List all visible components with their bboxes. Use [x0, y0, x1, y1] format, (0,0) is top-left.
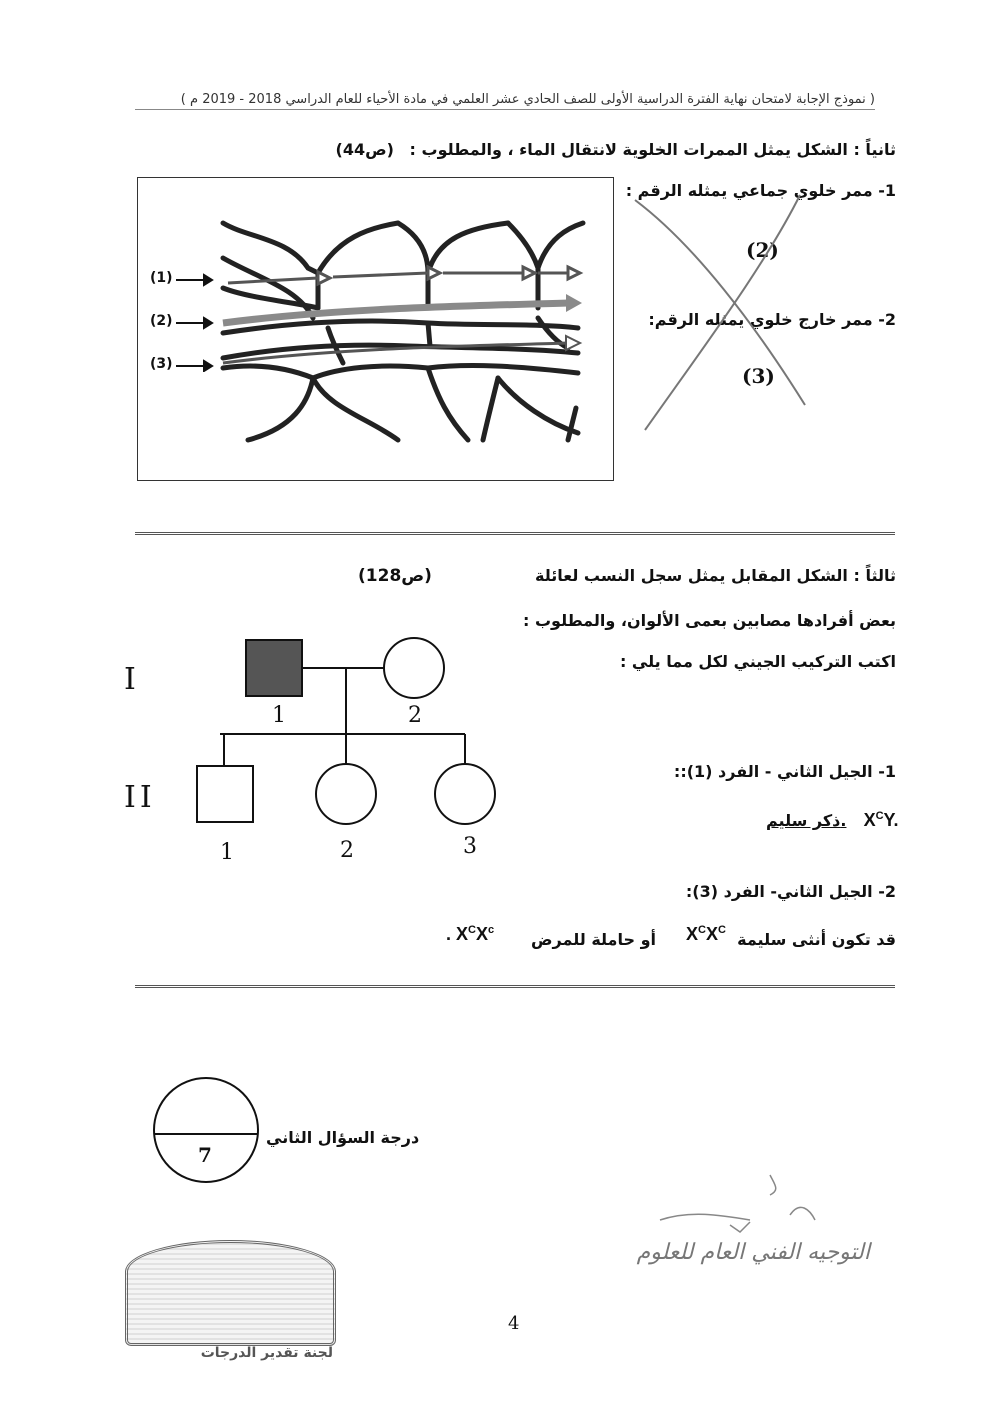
section3-page-ref: (ص128)	[358, 566, 432, 586]
gen1-female	[384, 638, 444, 698]
gen2-number-3: 3	[463, 834, 477, 859]
arrow-label-pointers	[176, 272, 216, 372]
gen1-male-affected	[246, 640, 302, 696]
gen2-number-2: 2	[340, 838, 354, 863]
signature-scribble	[640, 1170, 860, 1240]
arrow-label-3: (3)	[150, 356, 173, 372]
grader-cross-mark	[615, 185, 815, 435]
gen2-female-3	[435, 764, 495, 824]
section3-a1-genotype: $X^CY$.	[863, 810, 899, 830]
section2-a1: (2)	[746, 238, 779, 262]
gen1-number-1: 1	[272, 703, 286, 728]
score-circle	[150, 1074, 262, 1186]
section3-a1-text: ذكر سليم.	[766, 811, 847, 830]
section3-title: ثالثاً : الشكل المقابل يمثل سجل النسب لعائلة	[535, 566, 896, 585]
section2-page-ref: (ص44)	[335, 140, 394, 159]
supervisor-signature: التوجيه الفني العام للعلوم	[636, 1240, 870, 1265]
section3-q1: 1- الجيل الثاني - الفرد (1)::	[673, 762, 896, 781]
section2-q2: 2- ممر خارج خلوي يمثله الرقم:	[648, 310, 896, 329]
score-label: درجة السؤال الثاني	[266, 1128, 420, 1147]
page-number: 4	[508, 1313, 520, 1334]
stamp-caption: لجنة تقدير الدرجات	[200, 1345, 333, 1361]
section2-q1: 1- ممر خلوي جماعي يمثله الرقم :	[625, 181, 896, 200]
arrow-label-1: (1)	[150, 270, 173, 286]
section3-a2-middle: أو حاملة للمرض	[531, 930, 656, 949]
section2-title-text: ثانياً : الشكل يمثل الممرات الخلوية لانتقال الماء ، والمطلوب :	[409, 140, 896, 159]
section3-a2-genotype-healthy: $X^CX^C$	[686, 924, 726, 944]
gen2-male	[197, 766, 253, 822]
pedigree-chart	[120, 630, 520, 860]
separator	[135, 532, 895, 535]
section3-a2-genotype-carrier: . $X^CX^c$	[446, 924, 495, 944]
section3-a1	[766, 810, 899, 831]
exam-header: ( نموذج الإجابة لامتحان نهاية الفترة الدراسية الأولى للصف الحادي عشر العلمي في مادة الأحياء للعام الدراسي 2018 - 2019 م )	[135, 92, 875, 110]
generation-label-2: II	[124, 780, 156, 815]
gen2-number-1: 1	[220, 840, 234, 865]
section3-line3: اكتب التركيب الجيني لكل مما يلي :	[619, 652, 896, 671]
official-stamp	[125, 1240, 336, 1346]
section3-line2: بعض أفرادها مصابين بعمى الألوان، والمطلوب :	[522, 611, 896, 630]
arrow-label-2: (2)	[150, 313, 173, 329]
section2-a2: (3)	[742, 364, 775, 388]
gen2-female-2	[316, 764, 376, 824]
section3-q2: 2- الجيل الثاني- الفرد (3):	[685, 882, 896, 901]
gen1-number-2: 2	[408, 703, 422, 728]
section3-a2-prefix: قد تكون أنثى سليمة	[737, 930, 896, 949]
score-value: 7	[198, 1143, 212, 1167]
generation-label-1: I	[124, 662, 140, 697]
section2-title	[336, 140, 896, 159]
separator	[135, 985, 895, 988]
